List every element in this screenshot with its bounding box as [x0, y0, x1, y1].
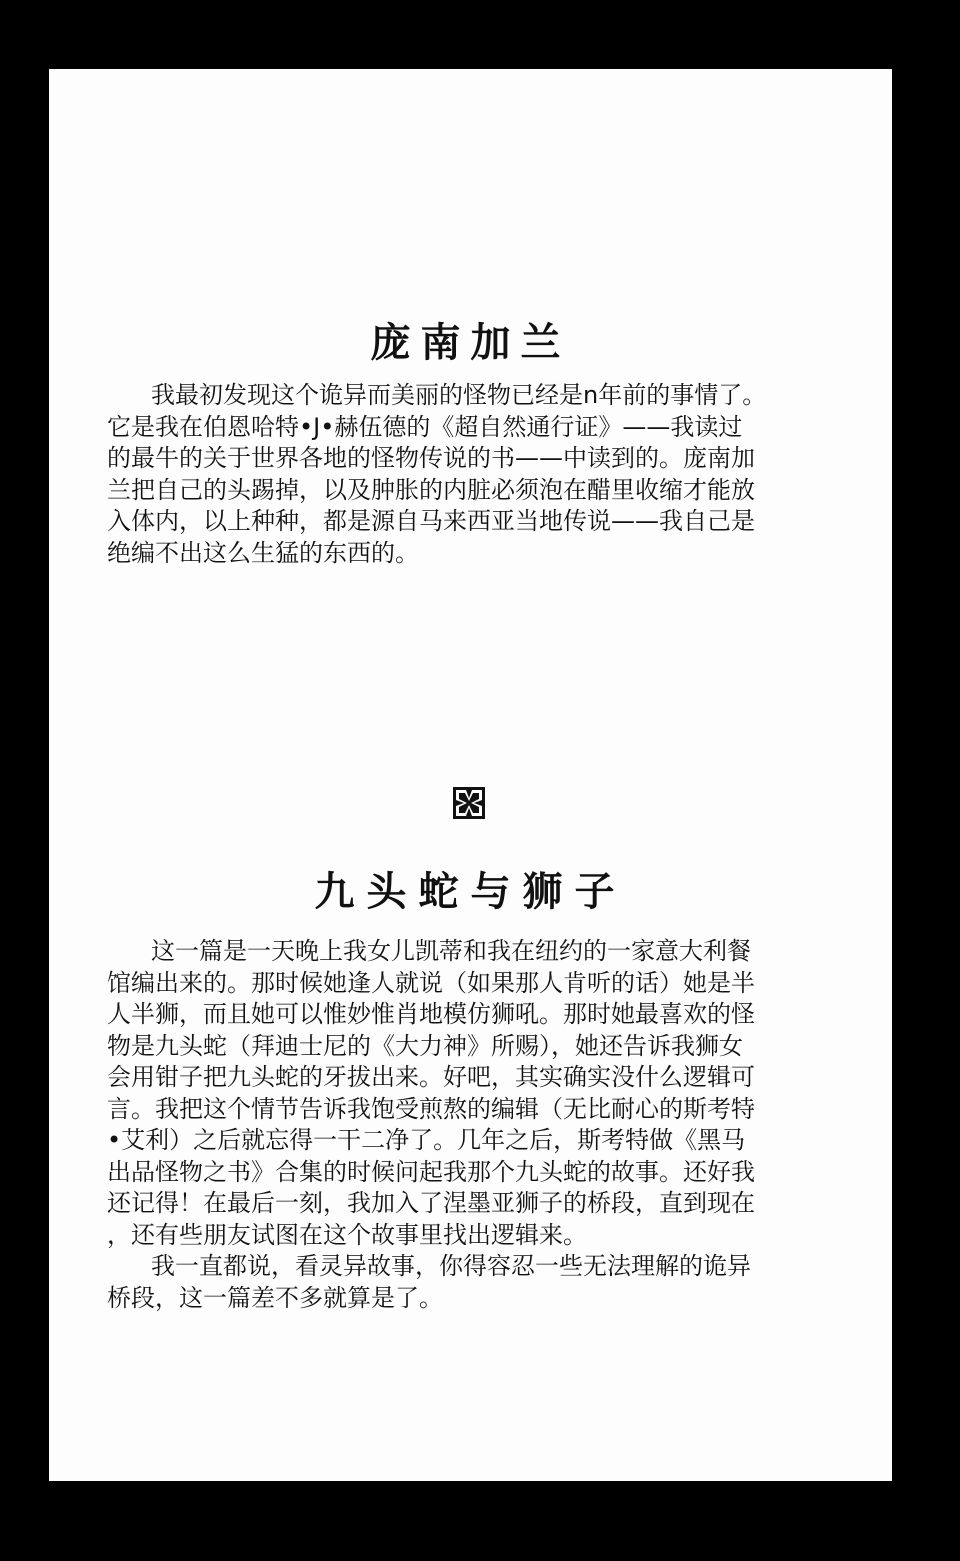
book-page	[49, 69, 892, 1481]
paragraph-line: 还记得！在最后一刻，我加入了涅墨亚狮子的桥段，直到现在	[107, 1189, 755, 1217]
paragraph-line: 的最牛的关于世界各地的怪物传说的书——中读到的。庞南加	[107, 444, 755, 472]
paragraph-line: •艾利）之后就忘得一干二净了。几年之后，斯考特做《黑马	[107, 1126, 746, 1154]
paragraph-line: 我最初发现这个诡异而美丽的怪物已经是n年前的事情了。	[151, 381, 767, 409]
section-title-hydra-and-lion: 九头蛇与狮子	[314, 868, 627, 915]
section-body-hydra-and-lion	[107, 936, 897, 1314]
paragraph-line: 人半狮，而且她可以惟妙惟肖地模仿狮吼。那时她最喜欢的怪	[107, 1000, 755, 1028]
paragraph-line: 这一篇是一天晚上我女儿凯蒂和我在纽约的一家意大利餐	[151, 937, 751, 965]
paragraph-line: 兰把自己的头踢掉，以及肿胀的内脏必须泡在醋里收缩才能放	[107, 475, 755, 504]
paragraph-line: 我一直都说，看灵异故事，你得容忍一些无法理解的诡异	[151, 1252, 751, 1280]
paragraph-line: 馆编出来的。那时候她逢人就说（如果那人肯听的话）她是半	[107, 968, 755, 997]
paragraph-line: 入体内，以上种种，都是源自马来西亚当地传说——我自己是	[107, 507, 755, 535]
section-body-penanggalan	[107, 380, 897, 569]
section-title-penanggalan: 庞南加兰	[370, 319, 571, 366]
cross-pattee-icon	[453, 787, 485, 819]
paragraph-line: 它是我在伯恩哈特•J•赫伍德的《超自然通行证》——我读过	[107, 412, 743, 441]
paragraph-line: 桥段，这一篇差不多就算是了。	[107, 1283, 443, 1312]
paragraph-line: 会用钳子把九头蛇的牙拔出来。好吧，其实确实没什么逻辑可	[107, 1063, 755, 1091]
paragraph-line: 物是九头蛇（拜迪士尼的《大力神》所赐），她还告诉我狮女	[107, 1031, 743, 1060]
paragraph-line: ，还有些朋友试图在这个故事里找出逻辑来。	[107, 1220, 587, 1249]
paragraph-line: 言。我把这个情节告诉我饱受煎熬的编辑（无比耐心的斯考特	[107, 1094, 755, 1123]
paragraph-line: 出品怪物之书》合集的时候问起我那个九头蛇的故事。还好我	[107, 1157, 755, 1186]
paragraph-line: 绝编不出这么生猛的东西的。	[107, 538, 419, 567]
